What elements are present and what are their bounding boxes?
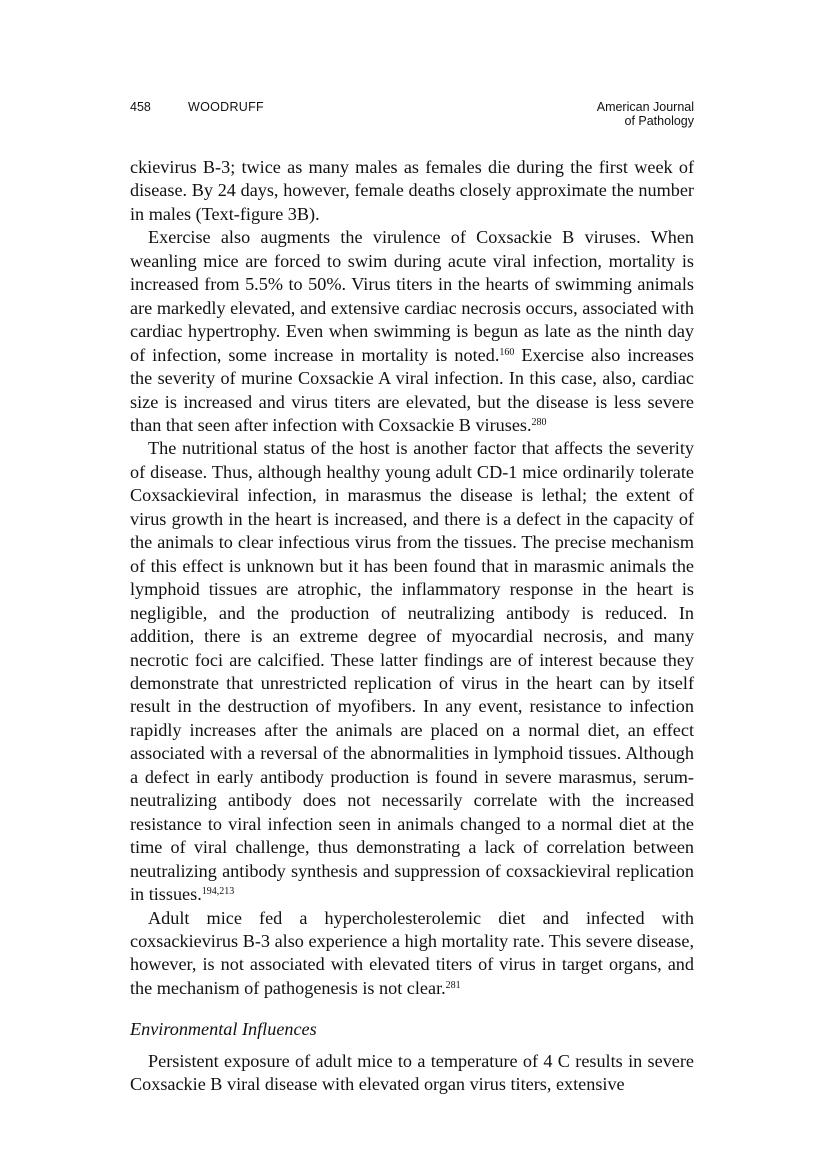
paragraph-4-text: Adult mice fed a hypercholesterolemic diet and infected with coxsackievirus B-3 also experience a high mortality rate. This severe disease, however, is not associated with elevated titers of virus in target organs, and the mechanism of pathogenesis is not clear.: [130, 907, 694, 998]
running-header: [130, 100, 694, 136]
paragraph-2-text: Exercise also augments the virulence of Coxsackie B viruses. When weanling mice are forced to swim during acute viral infection, mortality is increased from 5.5% to 50%. Virus titers in the hearts of swimming animals are markedly elevated, and extensive cardiac necrosis occurs, associated with cardiac hypertrophy. Even when swimming is begun as late as the ninth day of infection, some increase in mortality is noted.: [130, 227, 694, 365]
paragraph-2-text-continued: Exercise also increases the severity of murine Coxsackie A viral infection. In this case, also, cardiac size is increased and virus titers are elevated, but the disease is less severe than that seen after infection with Coxsackie B viruses.: [130, 344, 694, 435]
running-head-journal: [597, 100, 694, 128]
running-head-author: WOODRUFF: [188, 100, 264, 114]
paragraph-1: [130, 156, 694, 226]
section-heading: Environmental Influences: [130, 1019, 317, 1040]
paragraph-3-text: The nutritional status of the host is another factor that affects the severity of disease. Thus, although healthy young adult CD-1 mice ordinarily tolerate Coxsackieviral infection, in marasmus the disease is lethal; the extent of virus growth in the heart is increased, and there is a defect in the capacity of the animals to clear infectious virus from the tissues. The precise mechanism of this effect is unknown but it has been found that in marasmic animals the lymphoid tissues are atrophic, the inflammatory response in the heart is negligible, and the production of neutralizing antibody is reduced. In addition, there is an extreme degree of myocardial necrosis, and many necrotic foci are calcified. These latter findings are of interest because they demonstrate that unrestricted replication of virus in the heart can by itself result in the destruction of myofibers. In any event, resistance to infection rapidly increases after the animals are placed on a normal diet, an effect associated with a reversal of the abnormalities in lymphoid tissues. Although a defect in early antibody production is found in severe marasmus, serum-neutralizing antibody does not necessarily correlate with the increased resistance to viral infection seen in animals changed to a normal diet at the time of viral challenge, thus demonstrating a lack of correlation between neutralizing antibody synthesis and suppression of coxsackieviral replication in tissues.: [130, 438, 694, 905]
citation-superscript: 160: [499, 346, 515, 358]
section-paragraph: [130, 1050, 694, 1097]
page-number: 458: [130, 100, 151, 114]
journal-title-line-2: of Pathology: [624, 114, 694, 128]
paragraph-3: [130, 437, 694, 906]
paragraph-2: [130, 226, 694, 437]
section-paragraph-text: Persistent exposure of adult mice to a temperature of 4 C results in severe Coxsackie B viral disease with elevated organ virus titers, extensive: [130, 1050, 694, 1095]
journal-title-line-1: American Journal: [596, 100, 694, 114]
journal-page: [130, 100, 694, 1097]
paragraph-1-text: ckievirus B-3; twice as many males as females die during the first week of disease. By 24 days, however, female deaths closely approximate the number in males (Text-figure 3B).: [130, 157, 694, 224]
article-body: [130, 156, 694, 1097]
citation-superscript: 281: [445, 979, 461, 991]
citation-superscript: 194,213: [201, 886, 235, 898]
paragraph-4: [130, 907, 694, 1001]
citation-superscript: 280: [531, 416, 547, 428]
